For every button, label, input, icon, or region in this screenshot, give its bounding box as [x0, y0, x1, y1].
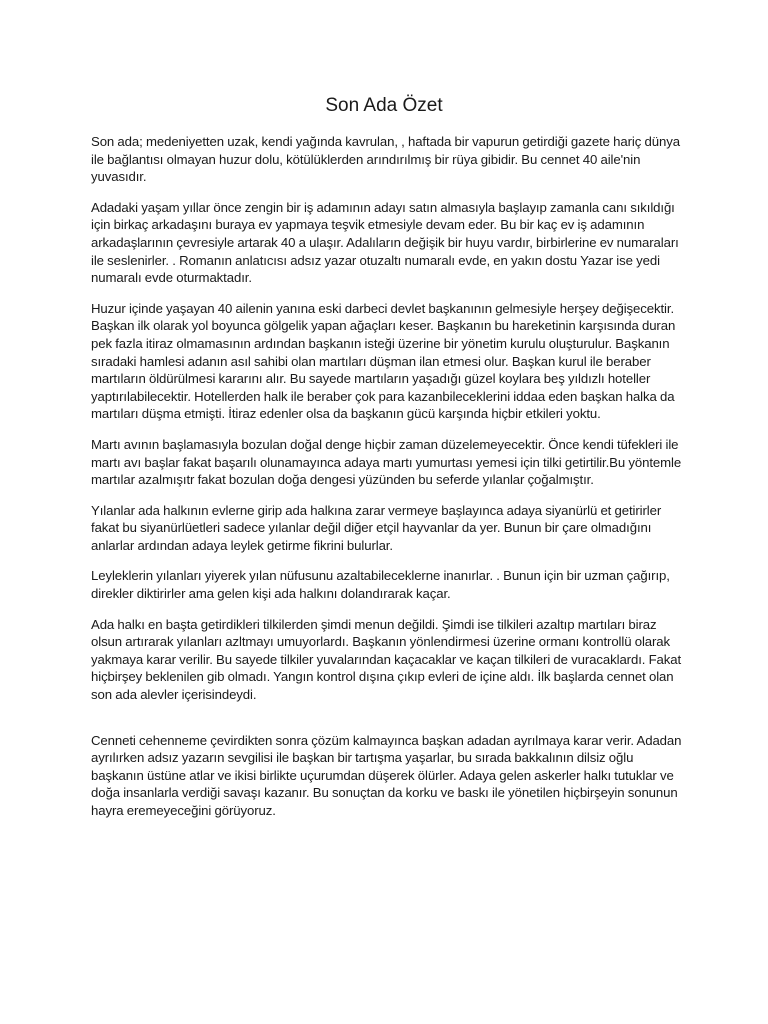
paragraph-intro: Son ada; medeniyetten uzak, kendi yağında kavrulan, , haftada bir vapurun getirdiği gazete hariç dünya ile bağlantısı olmayan huzur dolu, kötülüklerden arındırılmış bir rüya gibidir. Bu cennet 40 aile'nin yuvasıdır.	[91, 134, 680, 185]
document-body	[91, 133, 689, 833]
paragraph-president-arrival: Huzur içinde yaşayan 40 ailenin yanına eski darbeci devlet başkanının gelmesiyle herşey değişecektir. Başkan ilk olarak yol boyunca gölgelik yapan ağaçları keser. Başkanın bu hareketinin karşısında duran pek fazla itiraz olmamasının ardından başkanın isteği üzerine bir yönetim kurulu oluşturulur. Başkanın sıradaki hamlesi adanın asıl sahibi olan martıları düşman ilan etmesi olur. Başkan kurul ile beraber martıların öldürülmesi kararını alır. Bu sayede martıların yaşadığı güzel koylara beş yıldızlı hoteller yaptırılabilecektir. Hotellerden halk ile beraber çok para kazanbileceklerini iddaa eden başkan halka da martıları düşma etmişti. İtiraz edenler olsa da başkanın gücü karşında hiçbir etkileri yoktu.	[91, 300, 676, 422]
paragraph-island-history: Adadaki yaşam yıllar önce zengin bir iş adamının adayı satın almasıyla başlayıp zamanla canı sıkıldığı için birkaç arkadaşını buraya ev yapmaya teşvik etmesiyle devam eder. Bu bir kaç ev iş adamının arkadaşlarının çevresiyle artarak 40 a ulaşır. Adalıların değişik bir huyu vardır, birbirlerine ev numaraları ile seslenirler. . Romanın anlatıcısı adsız yazar otuzaltı numaralı evde, en yakın dostu Yazar ise yedi numaralı evde oturmaktadır.	[91, 199, 679, 286]
paragraph-seagull-hunt: Martı avının başlamasıyla bozulan doğal denge hiçbir zaman düzelemeyecektir. Önce kendi tüfekleri ile martı avı başlar fakat başarılı olunamayınca adaya martı yumurtası yemesi için tilki getirtilir.Bu yöntemle martılar azalmışıtr fakat bozulan doğa dengesi yüzünden bu seferde yılanlar çoğalmıştır.	[91, 436, 682, 488]
document-title: Son Ada Özet	[325, 95, 443, 116]
paragraph-ending: Cenneti cehenneme çevirdikten sonra çözüm kalmayınca başkan adadan ayrılmaya karar verir. Adadan ayrılırken adsız yazarın sevgilisi ile başkan bir tartışma yaşarlar, bu sırada bakkalının dilsiz oğlu başkanın üstüne atlar ve ikisi birlikte uçurumdan düşerek ölürler. Adaya gelen askerler halkı tutuklar ve doğa insanlarla verdiği savaşı kazanır. Bu sonuçtan da korku ve baskı ile yönetilen hiçbirşeyin sonunun hayra eremeyeceğini görüyoruz.	[91, 732, 682, 818]
paragraph-storks: Leyleklerin yılanları yiyerek yılan nüfusunu azaltabileceklerne inanırlar. . Bunun için bir uzman çağırıp, direkler diktirirler ama gelen kişi ada halkını dolandırarak kaçar.	[91, 568, 670, 602]
paragraph-snakes: Yılanlar ada halkının evlerne girip ada halkına zarar vermeye başlayınca adaya siyanürlü et getirirler fakat bu siyanürlüetleri sadece yılanlar değil diğer etçil hayvanlar da yer. Bunun bir çare olmadığını anlarlar ardından adaya leylek getirme fikrini bulurlar.	[91, 502, 662, 553]
paragraph-forest-fire: Ada halkı en başta getirdikleri tilkilerden şimdi menun değildi. Şimdi ise tilkileri azaltıp martıları biraz olsun artırarak yılanları azltmayı umuyorlardı. Başkanın yönlendirmesi üzerine ormanı kontrollü olarak yakmaya karar verilir. Bu sayede tilkiler yuvalarından kaçacaklar ve kaçan tilkileri de vuracaklardı. Fakat hiçbirşey beklenilen gib olmadı. Yangın kontrol dışına çıkıp evleri de içine aldı. İlk başlarda cennet olan son ada alevler içerisindeydi.	[91, 616, 682, 703]
